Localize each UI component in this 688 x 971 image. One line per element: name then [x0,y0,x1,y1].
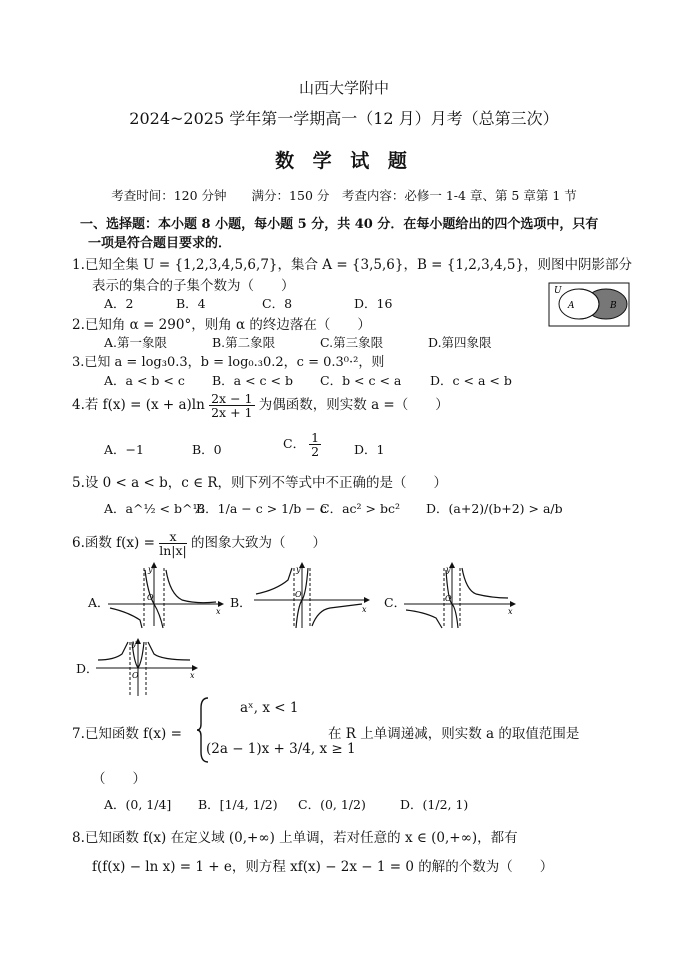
q4-option-d: D．1 [354,442,385,457]
q1-stem-line2: 表示的集合的子集个数为（ ） [92,278,295,294]
q6-fraction [159,530,187,557]
q7-paren: （ ） [92,771,146,787]
q3-option-b: B．a < c < b [212,373,293,388]
venn-b-label: B [610,301,617,311]
section-heading-line1: 一、选择题：本小题 8 小题，每小题 5 分，共 40 分．在每小题给出的四个选项中，只有 [80,217,599,232]
q4-option-c-den: 2 [311,444,320,460]
q1-option-d: D．16 [354,296,393,311]
q4-fraction-numerator: 2x − 1 [211,391,253,406]
q7-option-c: C．(0, 1/2) [298,797,366,812]
q5-option-c: C．ac² > bc² [320,501,400,516]
exam-title: 2024~2025 学年第一学期高一（12 月）月考（总第三次） [129,109,559,128]
q2-option-b: B.第二象限 [212,335,276,350]
q4-option-c-fraction [309,431,321,458]
school-name: 山西大学附中 [298,79,389,97]
q2-option-a: A.第一象限 [104,335,168,350]
q4-option-c [283,431,321,458]
q8-stem-line1: 8.已知函数 f(x) 在定义域 (0,+∞) 上单调，若对任意的 x ∈ (0,+∞)，都有 [72,830,518,846]
q4-stem-part2: 为偶函数，则实数 a =（ ） [258,397,449,414]
q6-d-origin: O [132,671,139,680]
subject-title: 数 学 试 题 [275,150,413,172]
q4-option-c-num: 1 [311,430,320,445]
q6-c-y-label: y [446,565,451,574]
q4-option-b: B．0 [192,442,222,457]
q7-option-a: A．(0, 1/4] [104,797,172,812]
q5-option-b: B．1/a − c > 1/b − c [196,501,327,516]
q5-option-d: D．(a+2)/(b+2) > a/b [426,501,563,516]
q6-b-x-label: x [362,605,367,614]
q6-b-y-label: y [296,565,301,574]
q1-option-a: A．2 [104,296,134,311]
q2-stem: 2.已知角 α = 290°，则角 α 的终边落在（ ） [72,317,371,333]
q7-stem: 7.已知函数 f(x) = [72,726,182,742]
q6-label-b: B． [230,595,252,610]
q1-option-b: B．4 [176,296,206,311]
q6-c-x-label: x [508,607,513,616]
q1-stem-line1: 1.已知全集 U = {1,2,3,4,5,6,7}，集合 A = {3,5,6}，B = {1,2,3,4,5}，则图中阴影部分 [72,257,633,273]
exam-info: 考查时间：120 分钟 满分：150 分 考查内容：必修一 1-4 章、第 5 章第 1 节 [111,188,577,203]
q6-stem-part1: 6.函数 f(x) = [72,535,155,552]
q5-stem: 5.设 0 < a < b，c ∈ R，则下列不等式中不正确的是（ ） [72,475,448,491]
venn-a-label: A [568,301,575,311]
q2-option-d: D.第四象限 [428,335,492,350]
q4-option-a: A．−1 [104,442,144,457]
q6-a-origin: O [147,593,154,602]
q7-option-d: D．(1/2, 1) [400,797,469,812]
q7-piece1: aˣ, x < 1 [240,700,299,716]
q3-option-a: A．a < b < c [104,373,185,388]
q4-fraction [209,392,254,419]
q4-stem-part1: 4.若 f(x) = (x + a)ln [72,397,205,414]
section-heading-line2: 一项是符合题目要求的． [88,236,232,251]
q6-d-y-label: y [132,639,137,648]
q6-d-x-label: x [190,671,195,680]
q7-option-b: B．[1/4, 1/2) [198,797,278,812]
q6-label-a: A． [88,595,110,610]
q6-graph-c [400,560,520,630]
q6-a-x-label: x [216,607,221,616]
q6-fraction-denominator: ln|x| [159,543,187,559]
q3-stem: 3.已知 a = log₃0.3，b = log₀.₃0.2，c = 0.3⁰·²，则 [72,355,385,370]
q6-graph-d [92,636,202,700]
q8-stem-line2: f(f(x) − ln x) = 1 + e，则方程 xf(x) − 2x − 1 = 0 的解的个数为（ ） [92,859,554,875]
q6-graph-b [250,560,370,630]
venn-diagram [548,282,630,327]
q6-c-origin: O [445,594,452,603]
q7-stem-part2: 在 R 上单调递减，则实数 a 的取值范围是 [328,726,580,742]
q4-option-c-label: C． [283,436,306,452]
q6-a-y-label: y [148,565,153,574]
q6-label-c: C． [384,595,407,610]
q6-graph-a [104,560,224,630]
q4-stem [72,392,449,419]
q6-b-origin: O [295,590,302,599]
q2-option-c: C.第三象限 [320,335,384,350]
q3-option-d: D．c < a < b [430,373,512,388]
q6-fraction-numerator: x [159,530,187,544]
q6-stem [72,530,326,557]
q6-stem-part2: 的图象大致为（ ） [191,535,327,552]
q3-option-c: C．b < c < a [320,373,402,388]
venn-u-label: U [554,286,562,296]
q5-option-a: A．a^½ < b^½ [104,501,205,516]
q6-label-d: D． [76,661,99,676]
q7-piece2: (2a − 1)x + 3/4, x ≥ 1 [206,741,356,757]
q1-option-c: C．8 [262,296,293,311]
q4-fraction-denominator: 2x + 1 [211,405,253,421]
